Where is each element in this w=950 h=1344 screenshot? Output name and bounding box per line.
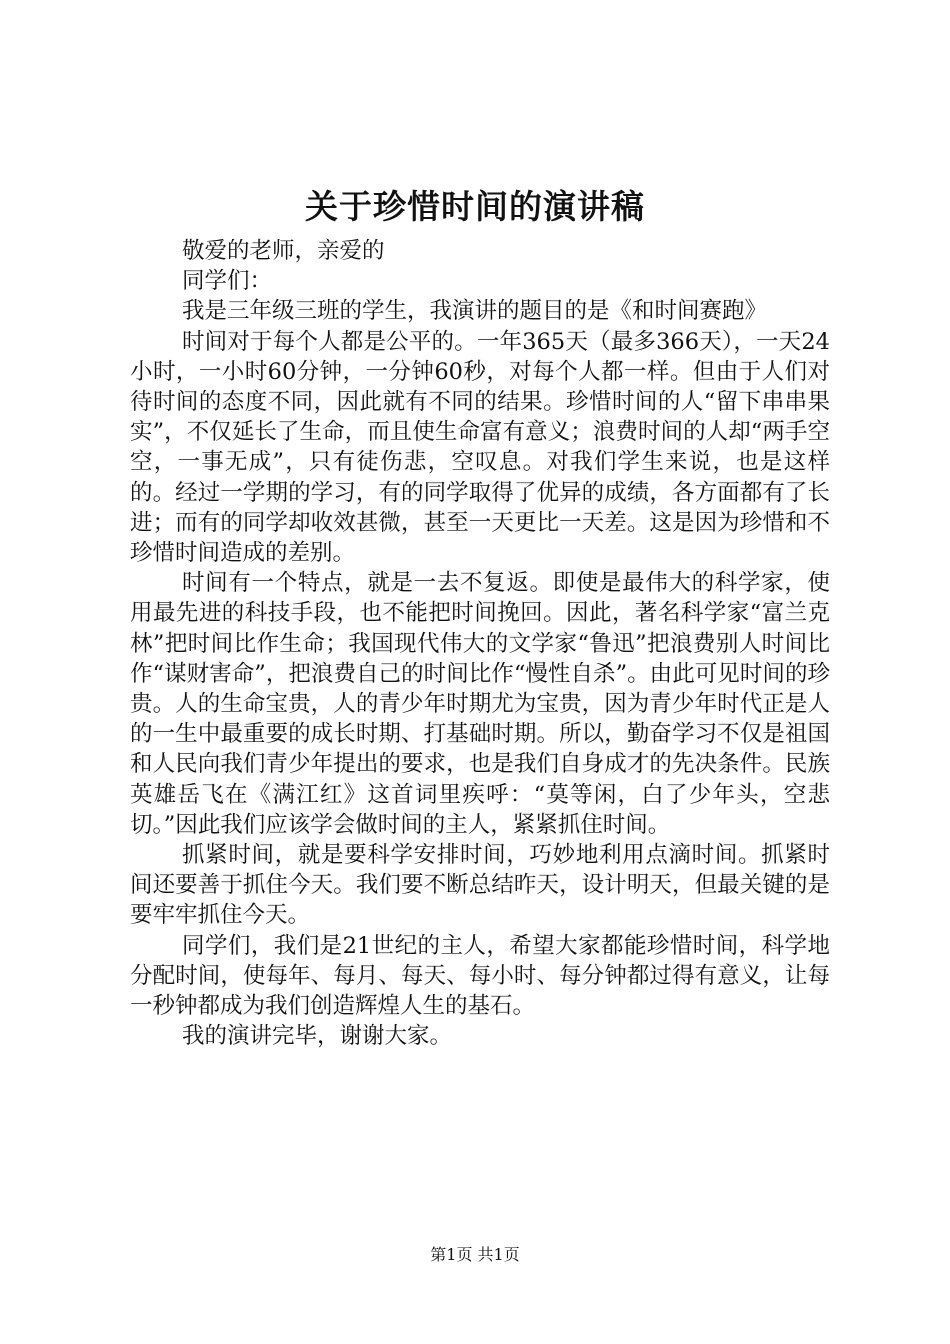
paragraph-closing: 我的演讲完毕，谢谢大家。: [182, 1023, 453, 1050]
salutation-line-2: 同学们：: [182, 268, 273, 295]
document-title: 关于珍惜时间的演讲稿: [305, 187, 645, 226]
paragraph-intro: 我是三年级三班的学生，我演讲的题目的是《和时间赛跑》: [182, 298, 768, 325]
paragraph-irreversible: 时间有一个特点，就是一去不复返。即使是最伟大的科学家，使用最先进的科技手段，也不能把时间挽回。因此，著名科学家“富兰克林”把时间比作生命；我国现代伟大的文学家“鲁迅”把浪费别人时间比作“谋财害命”，把浪费自己的时间比作“慢性自杀”。由此可见时间的珍贵。人的生命宝贵，人的青少年时期尤为宝贵，因为青少年时代正是人的一生中最重要的成长时期、打基础时期。所以，勤奋学习不仅是祖国和人民向我们青少年提出的要求，也是我们自身成才的先决条件。民族英雄岳飞在《满江红》这首词里疾呼：“莫等闲，白了少年头，空悲切。”因此我们应该学会做时间的主人，紧紧抓住时间。: [130, 570, 830, 838]
paragraph-seize-today: 抓紧时间，就是要科学安排时间，巧妙地利用点滴时间。抓紧时间还要善于抓住今天。我们要不断总结昨天，设计明天，但最关键的是要牢牢抓住今天。: [130, 842, 830, 929]
page-footer: 第1页 共1页: [430, 1245, 520, 1264]
paragraph-appeal: 同学们，我们是21世纪的主人，希望大家都能珍惜时间，科学地分配时间，使每年、每月、每天、每小时、每分钟都过得有意义，让每一秒钟都成为我们创造辉煌人生的基石。: [130, 932, 830, 1020]
document-body: [130, 236, 830, 1051]
salutation-line-1: 敬爱的老师，亲爱的: [182, 238, 385, 264]
paragraph-fairness: 时间对于每个人都是公平的。一年365天（最多366天），一天24小时，一小时60分钟，一分钟60秒，对每个人都一样。但由于人们对待时间的态度不同，因此就有不同的结果。珍惜时间的人“留下串串果实”，不仅延长了生命，而且使生命富有意义；浪费时间的人却“两手空空，一事无成”，只有徒伤悲，空叹息。对我们学生来说，也是这样的。经过一学期的学习，有的同学取得了优异的成绩，各方面都有了长进；而有的同学却收效甚微，甚至一天更比一天差。这是因为珍惜和不珍惜时间造成的差别。: [130, 328, 830, 567]
